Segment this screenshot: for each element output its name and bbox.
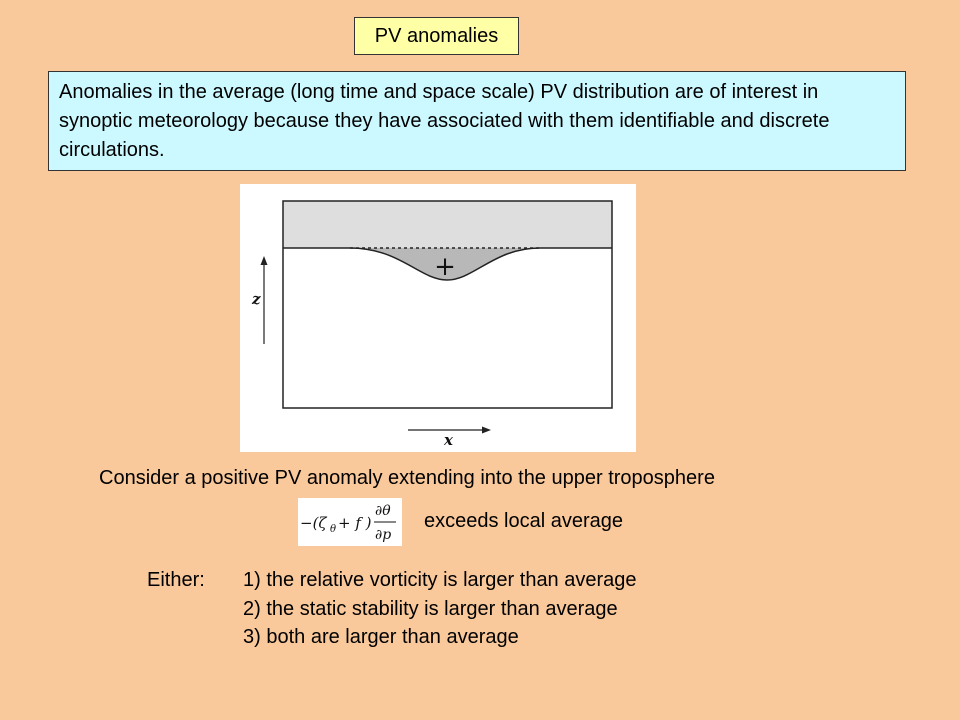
- z-axis-arrowhead: [261, 256, 268, 265]
- condition-item: 3) both are larger than average: [243, 626, 519, 648]
- pv-anomaly-diagram: [240, 184, 636, 452]
- z-axis-label: z: [252, 290, 261, 308]
- svg-text:∂θ: ∂θ: [375, 503, 391, 519]
- intro-text-box: Anomalies in the average (long time and space scale) PV distribution are of interest in synoptic meteorology because they have associated with them identifiable and discrete circulations.: [48, 71, 906, 171]
- condition-item: 1) the relative vorticity is larger than average: [243, 569, 637, 591]
- either-label: Either:: [147, 569, 205, 591]
- x-axis-arrowhead: [482, 427, 491, 434]
- pv-formula: [298, 498, 402, 546]
- pv-formula-svg: [298, 498, 402, 546]
- pv-anomaly-svg: [240, 184, 636, 452]
- svg-text:θ: θ: [330, 524, 337, 535]
- formula-suffix: exceeds local average: [424, 510, 624, 532]
- condition-item: 2) the static stability is larger than average: [243, 597, 618, 620]
- svg-text:∂p: ∂p: [375, 527, 392, 543]
- slide-title: PV anomalies: [354, 17, 519, 55]
- plus-sign: +: [434, 252, 456, 282]
- x-axis-label: x: [444, 431, 453, 449]
- svg-text:+ f ): + f ): [338, 514, 372, 532]
- svg-text:−(ζ: −(ζ: [300, 514, 327, 532]
- stratosphere-region: [283, 201, 612, 248]
- anomaly-caption: Consider a positive PV anomaly extending into the upper troposphere: [99, 467, 715, 489]
- conditions-list: [243, 566, 637, 652]
